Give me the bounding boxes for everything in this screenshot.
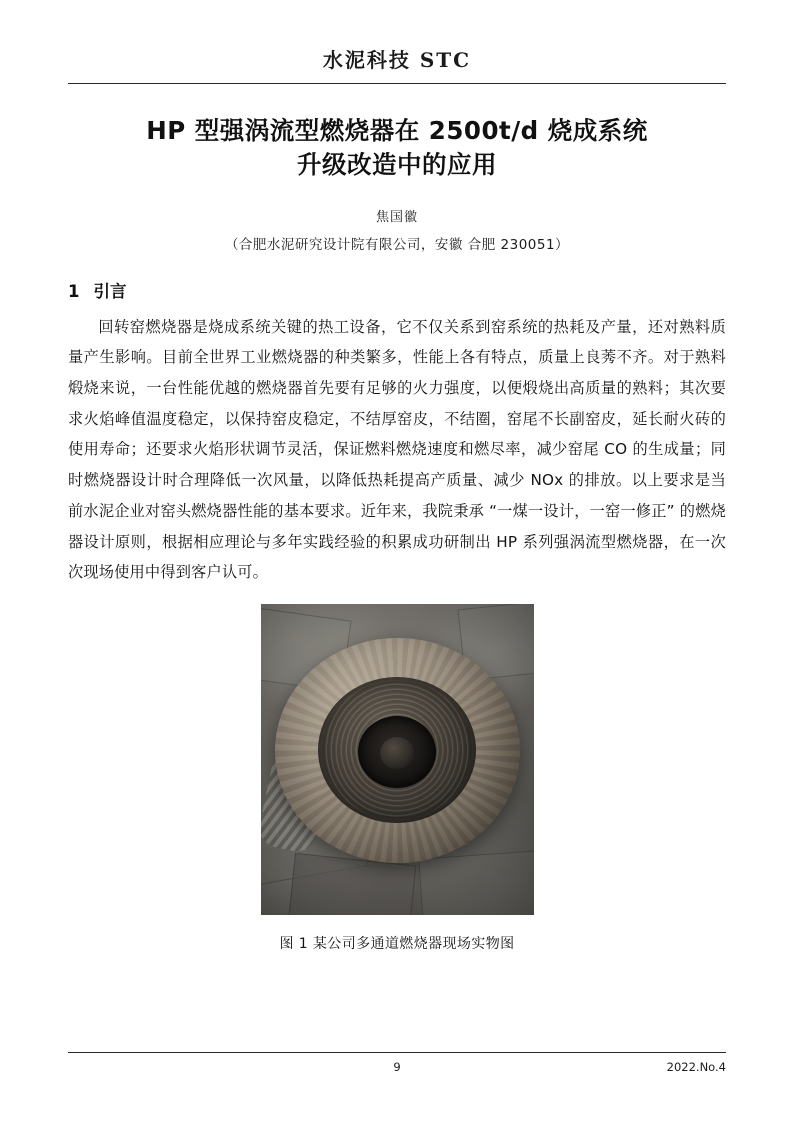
page-header <box>68 0 726 84</box>
figure-block <box>68 604 726 953</box>
issue-label: 2022.No.4 <box>666 1060 726 1074</box>
author-name: 焦国徽 <box>375 209 418 225</box>
burner-photo <box>261 604 534 915</box>
section-number: 1 <box>68 281 80 301</box>
header-divider <box>68 83 726 84</box>
photo-vignette <box>261 604 534 915</box>
page-number: 9 <box>393 1060 401 1074</box>
title-block <box>68 114 726 253</box>
section-heading <box>68 278 726 302</box>
figure-caption: 图 1 某公司多通道燃烧器现场实物图 <box>279 935 515 952</box>
journal-name: 水泥科技 STC <box>322 48 472 72</box>
footer-divider <box>68 1052 726 1053</box>
section-title: 引言 <box>93 281 127 301</box>
paper-title-line-2: 升级改造中的应用 <box>297 149 497 179</box>
author-affiliation: （合肥水泥研究设计院有限公司，安徽 合肥 230051） <box>224 236 570 253</box>
body-paragraph: 回转窑燃烧器是烧成系统关键的热工设备，它不仅关系到窑系统的热耗及产量，还对熟料质量产生影响。目前全世界工业燃烧器的种类繁多，性能上各有特点，质量上良莠不齐。对于熟料煅烧来说，一台性能优越的燃烧器首先要有足够的火力强度，以便煅烧出高质量的熟料；其次要求火焰峰值温度稳定，以保持窑皮稳定，不结厚窑皮，不结圈，窑尾不长副窑皮，延长耐火砖的使用寿命；还要求火焰形状调节灵活，保证燃料燃烧速度和燃尽率，减少窑尾 CO 的生成量；同时燃烧器设计时合理降低一次风量，以降低热耗提高产质量、减少 NOx 的排放。以上要求是当前水泥企业对窑头燃烧器性能的基本要求。近年来，我院秉承 “一煤一设计，一窑一修正” 的燃烧器设计原则，根据相应理论与多年实践经验的积累成功研制出 HP 系列强涡流型燃烧器，在一次次现场使用中得到客户认可。 <box>68 317 726 582</box>
page-content <box>68 0 726 1122</box>
paper-title-line-1: HP 型强涡流型燃烧器在 2500t/d 烧成系统 <box>146 116 648 145</box>
page-footer <box>68 1060 726 1074</box>
